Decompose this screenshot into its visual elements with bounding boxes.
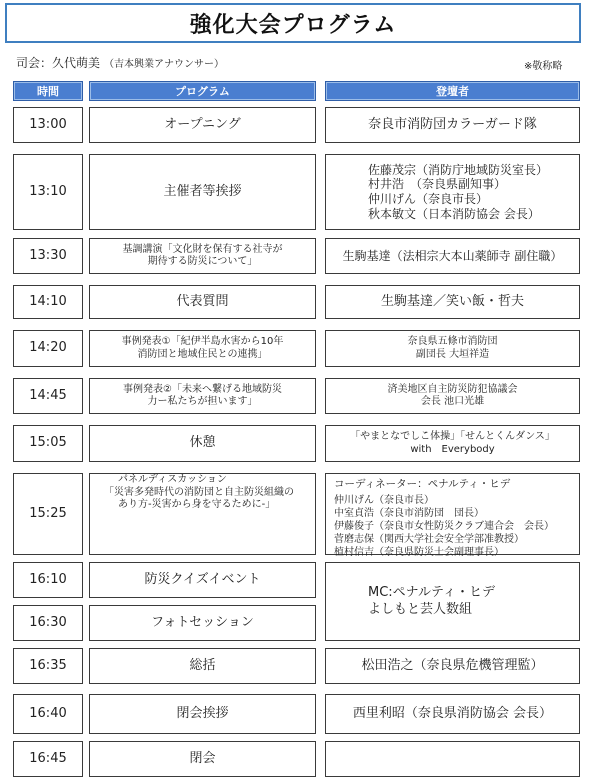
program-cell — [89, 562, 316, 598]
presenter-cell-empty — [325, 741, 580, 777]
program-text: あり方-災害から身を守るために-」 — [118, 499, 276, 510]
program-text: 代表質問 — [176, 293, 229, 309]
program-text: 「災害多発時代の消防団と自主防災組織の — [104, 486, 294, 498]
program-cell — [89, 473, 316, 555]
time-cell: 14:45 — [13, 378, 83, 414]
program-text: 消防団と地域住民との連携」 — [137, 348, 268, 360]
presenter-cell — [325, 285, 580, 319]
mc-info — [16, 54, 224, 71]
mc-label: 司会：久代萌美 — [16, 56, 101, 70]
time-cell: 16:35 — [13, 648, 83, 684]
presenter-text: 植村信吉（奈良県防災士会副理事長） — [334, 546, 504, 558]
header-program: プログラム — [89, 81, 316, 101]
presenter-text: 仲川げん（奈良市長） — [334, 494, 434, 506]
program-cell — [89, 648, 316, 684]
presenter-text: 佐藤茂宗（消防庁地域防災室長） — [368, 162, 549, 177]
presenter-text: 済美地区自主防災防犯協議会 — [387, 383, 518, 395]
time-cell: 16:45 — [13, 741, 83, 777]
coordinator-text: コーディネーター：ペナルティ・ヒデ — [334, 478, 511, 490]
program-text: 防災クイズイベント — [144, 571, 261, 587]
mc-affiliation: （吉本興業アナウンサー） — [104, 59, 225, 70]
program-text: 事例発表①「紀伊半島水害から10年 — [121, 336, 284, 347]
program-text: 期待する防災について」 — [147, 256, 258, 267]
time-cell: 16:10 — [13, 562, 83, 598]
program-text: 閉会 — [189, 750, 216, 766]
time-cell: 13:00 — [13, 107, 83, 143]
presenter-cell — [325, 694, 580, 734]
program-text: 基調講演「文化財を保有する社寺が — [122, 243, 283, 255]
presenter-text: よしもと芸人数組 — [368, 601, 473, 617]
header-time: 時間 — [13, 81, 83, 101]
presenter-text: 秋本敏文（日本消防協会 会長） — [368, 206, 540, 221]
program-cell — [89, 694, 316, 734]
presenter-cell — [325, 378, 580, 414]
program-cell — [89, 741, 316, 777]
presenter-cell — [325, 107, 580, 143]
program-text: 閉会挨拶 — [176, 705, 229, 721]
presenter-text: 伊藤俊子（奈良市女性防災クラブ連合会 会長） — [334, 520, 554, 532]
presenter-cell — [325, 238, 580, 274]
presenter-text: MC:ペナルティ・ヒデ — [368, 584, 495, 600]
program-text: 力ー私たちが担います」 — [147, 396, 258, 407]
presenter-text: 奈良県五條市消防団 — [407, 336, 498, 347]
program-text: 主催者等挨拶 — [163, 183, 242, 199]
honorifics-note: ※敬称略 — [524, 61, 563, 72]
presenter-text: with Everybody — [410, 443, 495, 455]
presenter-text: 中室貞浩（奈良市消防団 団長） — [334, 507, 484, 519]
program-text: パネルディスカッション — [118, 474, 227, 485]
program-cell — [89, 330, 316, 367]
presenter-cell — [325, 473, 580, 558]
time-cell: 16:30 — [13, 605, 83, 641]
presenter-text: 「やまとなでしこ体操」「せんとくんダンス」 — [350, 431, 555, 442]
presenter-cell — [325, 154, 580, 230]
presenter-text: 会長 池口光雄 — [420, 396, 485, 407]
presenter-text: 奈良市消防団カラーガード隊 — [368, 116, 537, 132]
program-text: 休憩 — [189, 435, 216, 451]
presenter-text: 西里利昭（奈良県消防協会 会長） — [352, 705, 553, 721]
presenter-text: 生駒基達（法相宗大本山薬師寺 副住職） — [342, 248, 563, 263]
presenter-text: 仲川げん（奈良市長） — [368, 192, 489, 206]
time-cell: 14:10 — [13, 285, 83, 319]
time-cell: 16:40 — [13, 694, 83, 734]
program-cell — [89, 378, 316, 414]
program-cell — [89, 285, 316, 319]
presenter-cell-merged — [325, 562, 580, 641]
presenter-text: 生駒基達／笑い飯・哲夫 — [380, 293, 524, 309]
program-text: フォトセッション — [151, 614, 254, 630]
time-cell: 15:25 — [13, 473, 83, 555]
time-cell: 13:30 — [13, 238, 83, 274]
program-cell — [89, 605, 316, 641]
presenter-text: 村井浩 （奈良県副知事） — [368, 177, 507, 192]
presenter-cell — [325, 330, 580, 367]
time-cell: 13:10 — [13, 154, 83, 230]
page-title: 強化大会プログラム — [5, 3, 581, 43]
program-cell — [89, 425, 316, 462]
presenter-cell — [325, 425, 580, 462]
presenter-cell — [325, 648, 580, 684]
program-text: 事例発表②「未来へ繋げる地域防災 — [123, 383, 282, 395]
presenter-text: 菅磨志保（関西大学社会安全学部准教授） — [334, 533, 524, 545]
presenter-text: 松田浩之（奈良県危機管理監） — [361, 657, 544, 673]
program-cell — [89, 238, 316, 274]
program-text: 総括 — [189, 657, 216, 673]
program-text: オープニング — [164, 116, 241, 132]
program-cell — [89, 107, 316, 143]
header-presenter: 登壇者 — [325, 81, 580, 101]
time-cell: 15:05 — [13, 425, 83, 462]
program-cell — [89, 154, 316, 230]
time-cell: 14:20 — [13, 330, 83, 367]
presenter-text: 副団長 大垣祥造 — [415, 348, 490, 360]
